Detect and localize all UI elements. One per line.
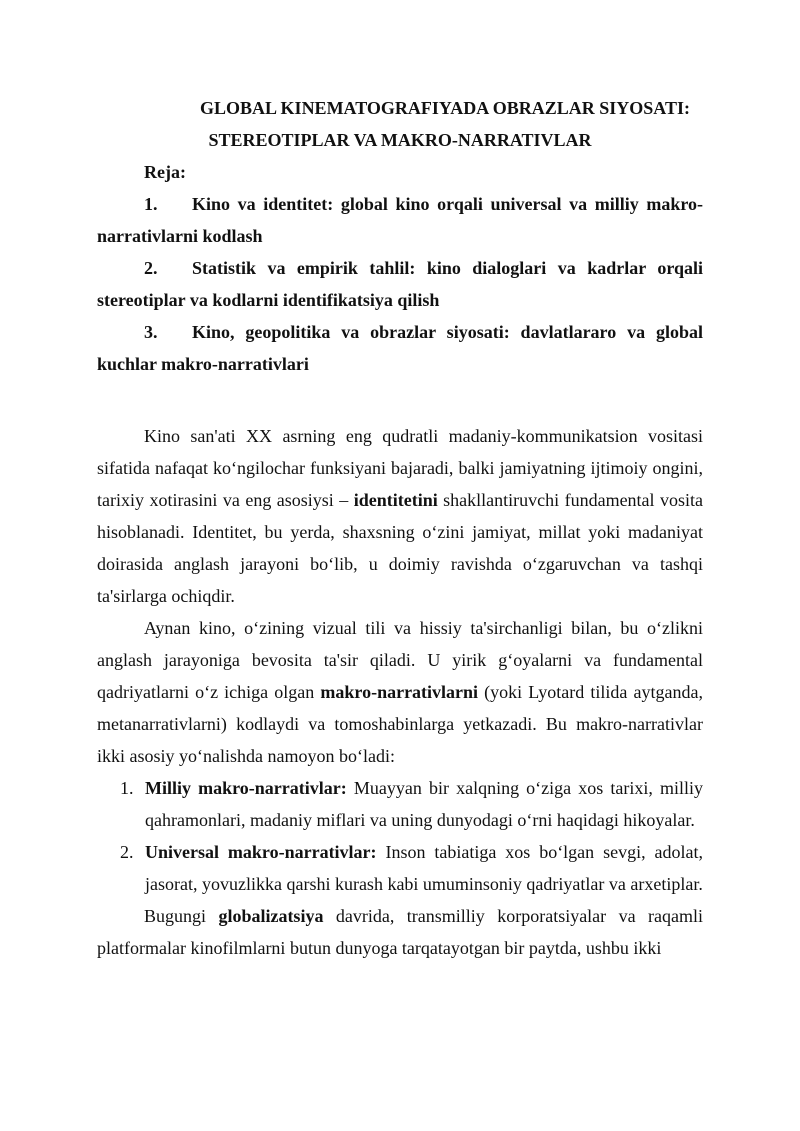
paragraph-2-bold: makro-narrativlarni bbox=[320, 682, 479, 702]
paragraph-2-text-a: Aynan kino, o‘zining vizual tili va hissiy ta'sirchanligi bilan, bu o‘zlikni anglash jarayoniga bevosita ta'sir qiladi. U yirik g‘oyalarni va fundamental qadriyatlarni o‘z ichiga olgan bbox=[97, 618, 703, 702]
paragraph-1 bbox=[97, 420, 703, 612]
plan-item-number: 1. bbox=[144, 194, 158, 214]
list-item-text: Muayyan bir xalqning o‘ziga xos tarixi, milliy qahramonlari, madaniy miflari va uning dunyodagi o‘rni haqidagi hikoyalar. bbox=[145, 778, 703, 830]
paragraph-3 bbox=[97, 900, 703, 964]
list-item bbox=[97, 772, 703, 836]
paragraph-3-text-b: davrida, transmilliy korporatsiyalar va raqamli platformalar kinofilmlarni butun dunyoga tarqatayotgan bir paytda, ushbu ikki bbox=[97, 906, 703, 958]
plan-item bbox=[97, 316, 703, 380]
plan-heading: Reja: bbox=[144, 162, 186, 182]
title-line-2: STEREOTIPLAR VA MAKRO-NARRATIVLAR bbox=[208, 130, 592, 150]
document-title bbox=[97, 92, 703, 156]
paragraph-2 bbox=[97, 612, 703, 772]
plan-item-text: Kino, geopolitika va obrazlar siyosati: davlatlararo va global kuchlar makro-narrativlari bbox=[97, 322, 703, 374]
paragraph-2-text-b: (yoki Lyotard tilida aytganda, metanarrativlarni) kodlaydi va tomoshabinlarga yetkazadi. Bu makro-narrativlar ikki asosiy yo‘nalishda namoyon bo‘ladi: bbox=[97, 682, 703, 766]
list-item-label: Universal makro-narrativlar: bbox=[145, 842, 377, 862]
plan-list bbox=[97, 188, 703, 380]
plan-item bbox=[97, 188, 703, 252]
list-item bbox=[97, 836, 703, 900]
paragraph-1-bold: identitetini bbox=[353, 490, 438, 510]
plan-item-text: Kino va identitet: global kino orqali universal va milliy makro-narrativlarni kodlash bbox=[97, 194, 703, 246]
paragraph-1-text-a: Kino san'ati XX asrning eng qudratli madaniy-kommunikatsion vositasi sifatida nafaqat ko‘ngilochar funksiyani bajaradi, balki jamiyatning ijtimoiy ongini, tarixiy xotirasini va eng asosiysi – bbox=[97, 426, 703, 510]
spacer bbox=[97, 380, 703, 420]
list-item-label: Milliy makro-narrativlar: bbox=[145, 778, 347, 798]
title-line-1: GLOBAL KINEMATOGRAFIYADA OBRAZLAR SIYOSATI: bbox=[200, 98, 690, 118]
plan-item-text: Statistik va empirik tahlil: kino dialoglari va kadrlar orqali stereotiplar va kodlarni identifikatsiya qilish bbox=[97, 258, 703, 310]
list-item-number: 1. bbox=[120, 778, 134, 798]
plan-item bbox=[97, 252, 703, 316]
list-item-text: Inson tabiatiga xos bo‘lgan sevgi, adolat, jasorat, yovuzlikka qarshi kurash kabi umuminsoniy qadriyatlar va arxetiplar. bbox=[145, 842, 703, 894]
narrative-types-list bbox=[97, 772, 703, 900]
paragraph-3-text-a: Bugungi bbox=[144, 906, 219, 926]
plan-item-number: 2. bbox=[144, 258, 158, 278]
paragraph-3-bold: globalizatsiya bbox=[218, 906, 324, 926]
plan-item-number: 3. bbox=[144, 322, 158, 342]
list-item-number: 2. bbox=[120, 842, 134, 862]
paragraph-1-text-b: shakllantiruvchi fundamental vosita hisoblanadi. Identitet, bu yerda, shaxsning o‘zini jamiyat, millat yoki madaniyat doirasida anglash jarayoni bo‘lib, u doimiy ravishda o‘zgaruvchan va tashqi ta'sirlarga ochiqdir. bbox=[97, 490, 704, 606]
